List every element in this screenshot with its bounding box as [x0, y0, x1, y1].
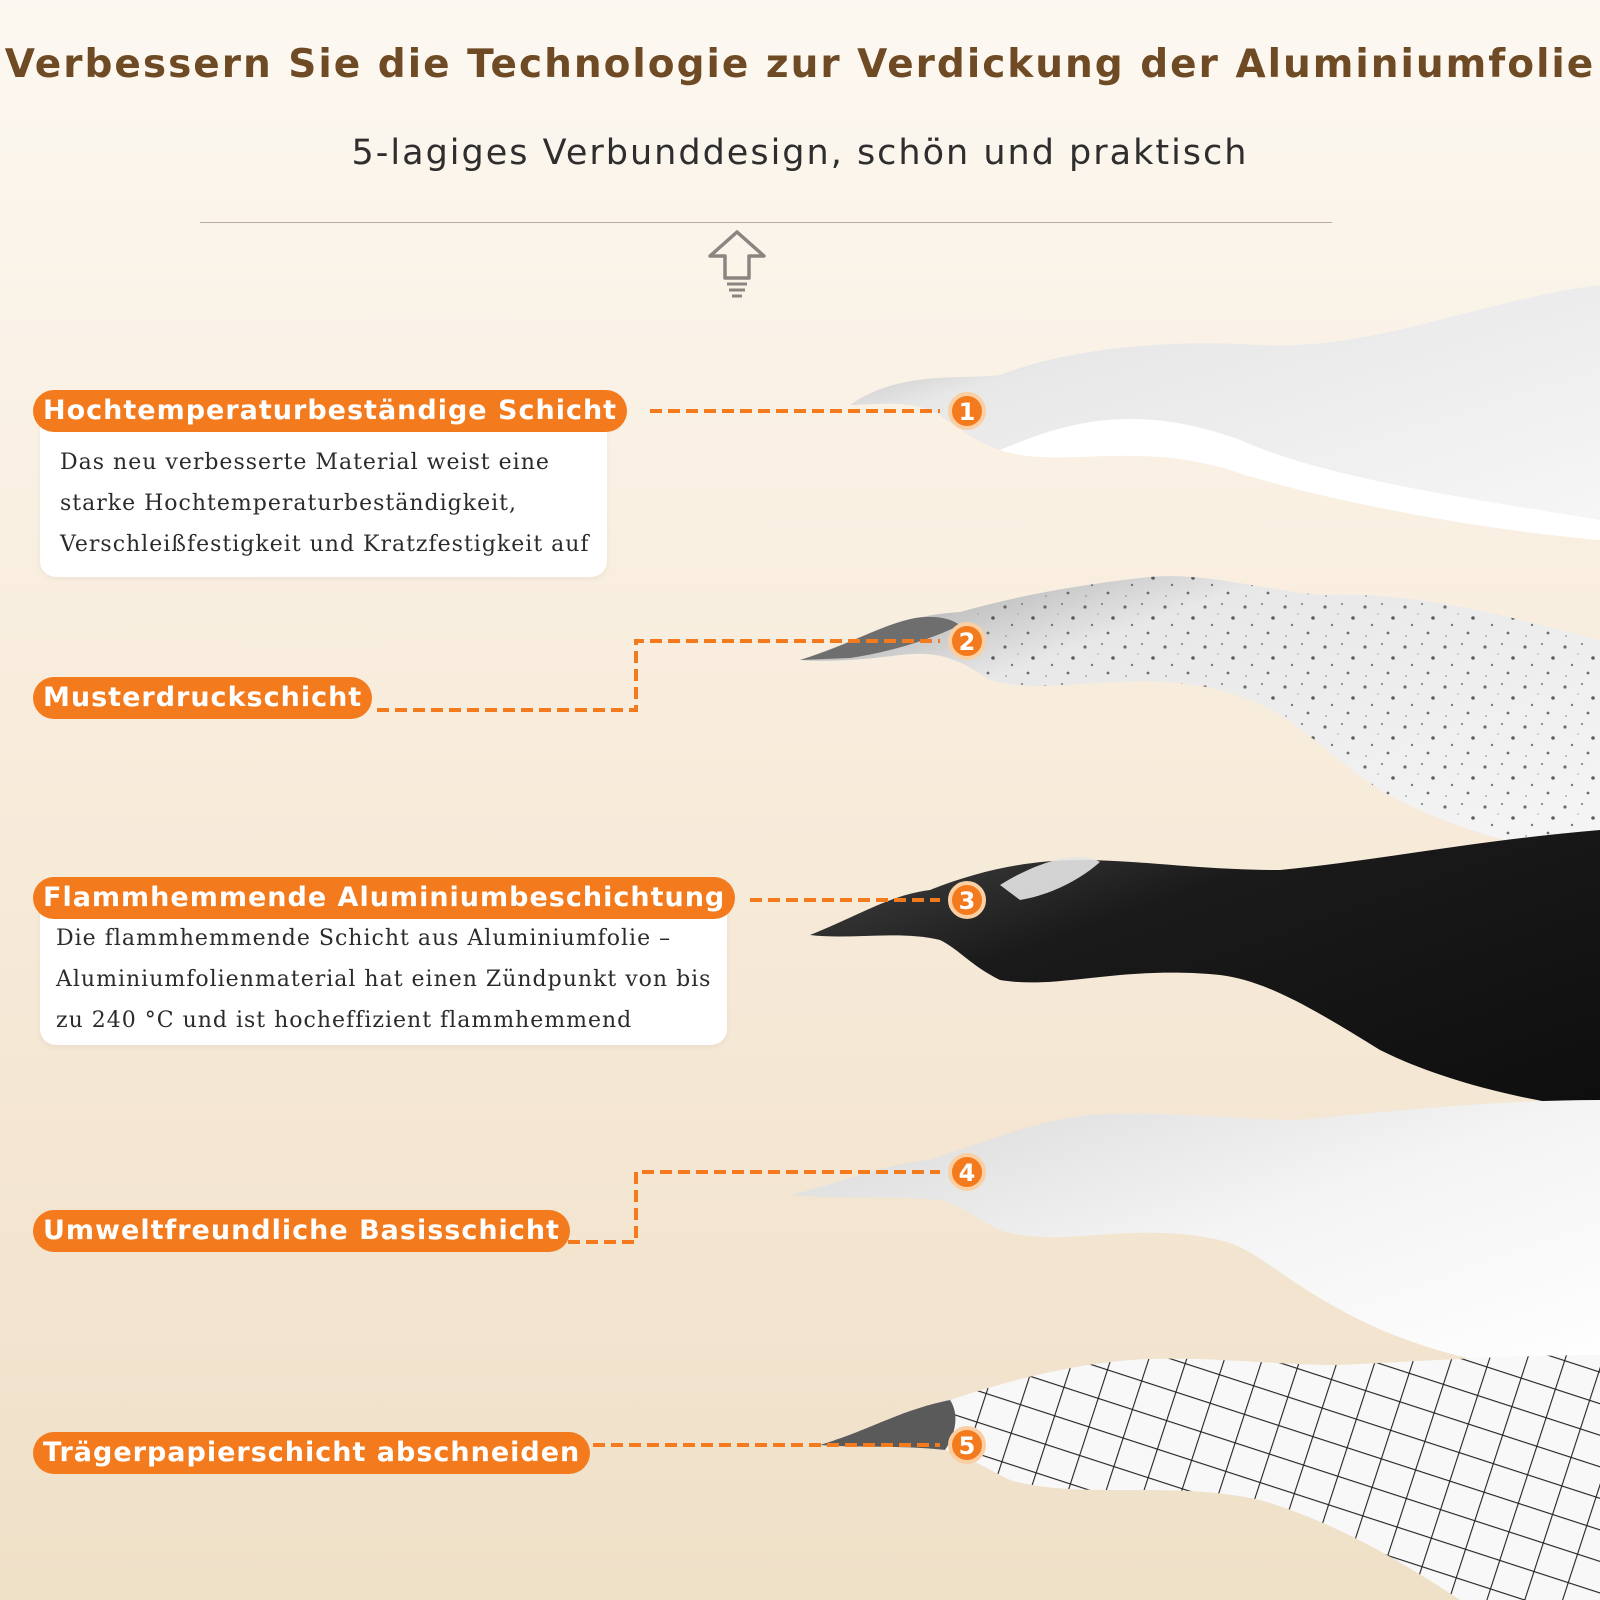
layer-1-description-line: starke Hochtemperaturbeständigkeit,	[60, 491, 517, 516]
page-subtitle: 5-lagiges Verbunddesign, schön und praktisch	[351, 133, 1249, 173]
layer-3-label: Flammhemmende Aluminiumbeschichtung	[33, 877, 735, 919]
page-title: Verbessern Sie die Technologie zur Verdickung der Aluminiumfolie	[4, 42, 1596, 87]
layer-1-description-line: Das neu verbesserte Material weist eine	[60, 450, 550, 475]
layer-3-description-line: Aluminiumfolienmaterial hat einen Zündpunkt von bis	[56, 967, 712, 992]
layer-2-label: Musterdruckschicht	[33, 677, 372, 719]
layer-3-description-line: Die flammhemmende Schicht aus Aluminiumfolie –	[56, 926, 672, 951]
number-2-label: 2	[958, 628, 976, 656]
number-3-label: 3	[958, 887, 976, 915]
number-4-label: 4	[958, 1159, 976, 1187]
number-5-label: 5	[958, 1432, 976, 1460]
layer-1-description-line: Verschleißfestigkeit und Kratzfestigkeit auf	[60, 532, 590, 557]
number-1-label: 1	[958, 398, 976, 426]
layer-3-description-line: zu 240 °C und ist hocheffizient flammhemmend	[56, 1008, 633, 1033]
layer-3-description	[40, 900, 727, 1045]
layer-1-label: Hochtemperaturbeständige Schicht	[33, 390, 627, 432]
layer-1-description	[40, 412, 607, 577]
layer-5-label: Trägerpapierschicht abschneiden	[33, 1432, 590, 1474]
layer-4-label: Umweltfreundliche Basisschicht	[33, 1210, 570, 1252]
